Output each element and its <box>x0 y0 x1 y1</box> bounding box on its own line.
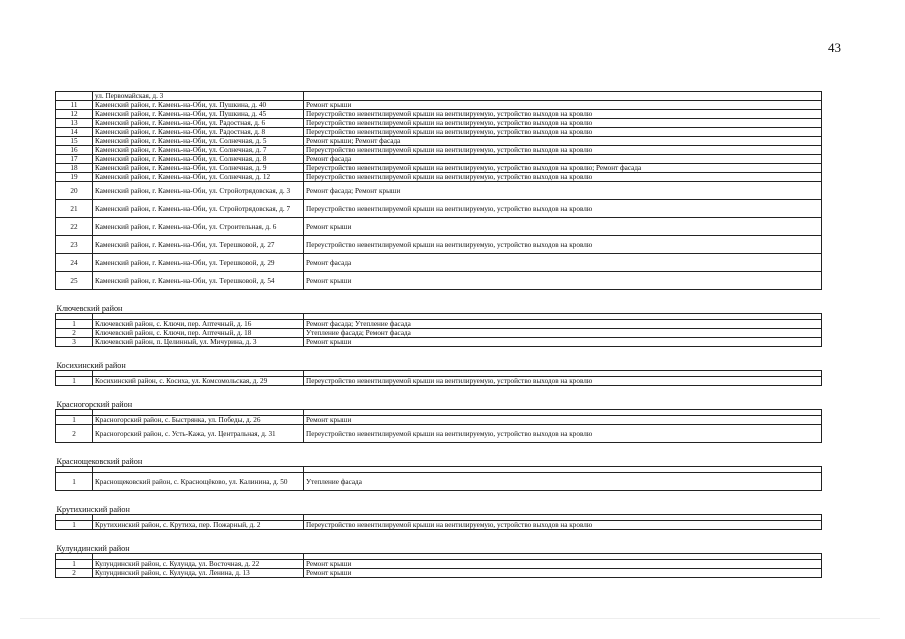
table-row <box>56 119 822 128</box>
row-work-type: Переустройство невентилируемой крыши на вентилируемую, устройство выходов на кровлю <box>304 200 822 218</box>
row-address: Каменский район, г. Камень-на-Оби, ул. Терешковой, д. 29 <box>93 254 304 272</box>
table-row <box>56 320 822 329</box>
row-address: Каменский район, г. Камень-на-Оби, ул. Радостная, д. 8 <box>93 128 304 137</box>
row-number: 13 <box>56 119 93 128</box>
section-gap <box>56 347 822 360</box>
row-work-type: Переустройство невентилируемой крыши на вентилируемую, устройство выходов на кровлю <box>304 173 822 182</box>
section-gap <box>56 530 822 543</box>
table-row <box>56 92 822 101</box>
row-number <box>56 92 93 101</box>
row-number: 17 <box>56 155 93 164</box>
table-row <box>56 560 822 569</box>
row-address: Каменский район, г. Камень-на-Оби, ул. Пушкина, д. 45 <box>93 110 304 119</box>
row-address: ул. Первомайская, д. 3 <box>93 92 304 101</box>
row-number: 2 <box>56 329 93 338</box>
row-address: Каменский район, г. Камень-на-Оби, ул. Радостная, д. 6 <box>93 119 304 128</box>
row-address: Каменский район, г. Камень-на-Оби, ул. Солнечная, д. 12 <box>93 173 304 182</box>
row-number: 1 <box>56 560 93 569</box>
district-header-row <box>56 455 822 467</box>
section-gap <box>56 491 822 504</box>
row-address: Каменский район, г. Камень-на-Оби, ул. Стройотрядовская, д. 3 <box>93 182 304 200</box>
row-number: 19 <box>56 173 93 182</box>
table-row <box>56 200 822 218</box>
table-row <box>56 146 822 155</box>
table-row <box>56 377 822 386</box>
row-address: Ключевский район, с. Ключи, пер. Аптечный, д. 18 <box>93 329 304 338</box>
row-number: 1 <box>56 521 93 530</box>
works-table-body <box>56 92 822 578</box>
row-number: 18 <box>56 164 93 173</box>
row-number: 12 <box>56 110 93 119</box>
district-title: Краснощековский район <box>56 455 822 467</box>
table-row <box>56 218 822 236</box>
row-address: Косихинский район, с. Косиха, ул. Комсомольская, д. 29 <box>93 377 304 386</box>
row-number: 1 <box>56 473 93 491</box>
works-table <box>55 91 822 578</box>
row-number: 25 <box>56 272 93 290</box>
row-number: 1 <box>56 416 93 425</box>
row-work-type: Переустройство невентилируемой крыши на вентилируемую, устройство выходов на кровлю <box>304 521 822 530</box>
row-address: Каменский район, г. Камень-на-Оби, ул. Солнечная, д. 5 <box>93 137 304 146</box>
row-number: 22 <box>56 218 93 236</box>
row-number: 1 <box>56 377 93 386</box>
table-row <box>56 272 822 290</box>
row-number: 14 <box>56 128 93 137</box>
table-row <box>56 110 822 119</box>
row-number: 15 <box>56 137 93 146</box>
row-address: Каменский район, г. Камень-на-Оби, ул. Строительная, д. 6 <box>93 218 304 236</box>
row-work-type: Переустройство невентилируемой крыши на вентилируемую, устройство выходов на кровлю <box>304 236 822 254</box>
row-number: 1 <box>56 320 93 329</box>
row-work-type: Переустройство невентилируемой крыши на вентилируемую, устройство выходов на кровлю <box>304 425 822 443</box>
district-header-row <box>56 302 822 314</box>
gap-cell <box>56 491 822 504</box>
row-address: Краснощековский район, с. Краснощёково, ул. Калинина, д. 50 <box>93 473 304 491</box>
row-number: 23 <box>56 236 93 254</box>
table-row <box>56 254 822 272</box>
table-row <box>56 236 822 254</box>
row-work-type: Переустройство невентилируемой крыши на вентилируемую, устройство выходов на кровлю <box>304 146 822 155</box>
scan-artifact-line <box>20 618 880 619</box>
table-row <box>56 137 822 146</box>
table-row <box>56 521 822 530</box>
row-work-type: Утепление фасада; Ремонт фасада <box>304 329 822 338</box>
gap-cell <box>56 530 822 543</box>
gap-cell <box>56 386 822 399</box>
row-number: 2 <box>56 569 93 578</box>
page-number: 43 <box>828 40 841 55</box>
row-work-type <box>304 92 822 101</box>
table-row <box>56 425 822 443</box>
row-address: Красногорский район, с. Быстрянка, ул. Победы, д. 26 <box>93 416 304 425</box>
row-work-type: Ремонт крыши <box>304 416 822 425</box>
row-work-type: Переустройство невентилируемой крыши на вентилируемую, устройство выходов на кровлю <box>304 128 822 137</box>
gap-cell <box>56 347 822 360</box>
row-address: Красногорский район, с. Усть-Кажа, ул. Центральная, д. 31 <box>93 425 304 443</box>
row-number: 11 <box>56 101 93 110</box>
district-title: Ключевский район <box>56 302 822 314</box>
gap-cell <box>56 290 822 303</box>
row-work-type: Переустройство невентилируемой крыши на вентилируемую, устройство выходов на кровлю <box>304 377 822 386</box>
row-work-type: Переустройство невентилируемой крыши на вентилируемую, устройство выходов на кровлю <box>304 110 822 119</box>
table-row <box>56 329 822 338</box>
table-row <box>56 101 822 110</box>
row-work-type: Ремонт фасада; Утепление фасада <box>304 320 822 329</box>
table-row <box>56 173 822 182</box>
row-work-type: Ремонт крыши <box>304 338 822 347</box>
row-address: Каменский район, г. Камень-на-Оби, ул. Солнечная, д. 9 <box>93 164 304 173</box>
row-work-type: Ремонт крыши <box>304 560 822 569</box>
row-work-type: Ремонт крыши <box>304 272 822 290</box>
row-work-type: Ремонт крыши <box>304 218 822 236</box>
district-title: Красногорский район <box>56 398 822 410</box>
row-work-type: Ремонт фасада; Ремонт крыши <box>304 182 822 200</box>
row-number: 20 <box>56 182 93 200</box>
row-work-type: Ремонт крыши <box>304 101 822 110</box>
table-row <box>56 473 822 491</box>
row-work-type: Ремонт крыши; Ремонт фасада <box>304 137 822 146</box>
row-number: 21 <box>56 200 93 218</box>
row-address: Крутихинский район, с. Крутиха, пер. Пожарный, д. 2 <box>93 521 304 530</box>
row-work-type: Ремонт фасада <box>304 155 822 164</box>
row-address: Ключевский район, п. Целинный, ул. Мичурина, д. 3 <box>93 338 304 347</box>
district-header-row <box>56 398 822 410</box>
row-address: Кулундинский район, с. Кулунда, ул. Восточная, д. 22 <box>93 560 304 569</box>
row-number: 16 <box>56 146 93 155</box>
table-row <box>56 164 822 173</box>
district-header-row <box>56 503 822 515</box>
table-row <box>56 338 822 347</box>
row-address: Каменский район, г. Камень-на-Оби, ул. Солнечная, д. 7 <box>93 146 304 155</box>
row-work-type: Переустройство невентилируемой крыши на вентилируемую, устройство выходов на кровлю <box>304 119 822 128</box>
section-gap <box>56 290 822 303</box>
row-address: Каменский район, г. Камень-на-Оби, ул. Стройотрядовская, д. 7 <box>93 200 304 218</box>
row-number: 3 <box>56 338 93 347</box>
row-number: 2 <box>56 425 93 443</box>
district-header-row <box>56 542 822 554</box>
table-row <box>56 569 822 578</box>
row-number: 24 <box>56 254 93 272</box>
table-row <box>56 182 822 200</box>
district-title: Крутихинский район <box>56 503 822 515</box>
table-row <box>56 128 822 137</box>
table-row <box>56 155 822 164</box>
row-address: Каменский район, г. Камень-на-Оби, ул. Терешковой, д. 27 <box>93 236 304 254</box>
row-work-type: Переустройство невентилируемой крыши на вентилируемую, устройство выходов на кровлю; Ремонт фасада <box>304 164 822 173</box>
row-address: Каменский район, г. Камень-на-Оби, ул. Терешковой, д. 54 <box>93 272 304 290</box>
row-address: Кулундинский район, с. Кулунда, ул. Ленина, д. 13 <box>93 569 304 578</box>
table-row <box>56 416 822 425</box>
district-title: Косихинский район <box>56 359 822 371</box>
row-address: Каменский район, г. Камень-на-Оби, ул. Солнечная, д. 8 <box>93 155 304 164</box>
section-gap <box>56 386 822 399</box>
section-gap <box>56 443 822 456</box>
gap-cell <box>56 443 822 456</box>
row-work-type: Утепление фасада <box>304 473 822 491</box>
row-address: Ключевский район, с. Ключи, пер. Аптечный, д. 16 <box>93 320 304 329</box>
row-work-type: Ремонт фасада <box>304 254 822 272</box>
row-work-type: Ремонт крыши <box>304 569 822 578</box>
district-header-row <box>56 359 822 371</box>
district-title: Кулундинский район <box>56 542 822 554</box>
row-address: Каменский район, г. Камень-на-Оби, ул. Пушкина, д. 40 <box>93 101 304 110</box>
